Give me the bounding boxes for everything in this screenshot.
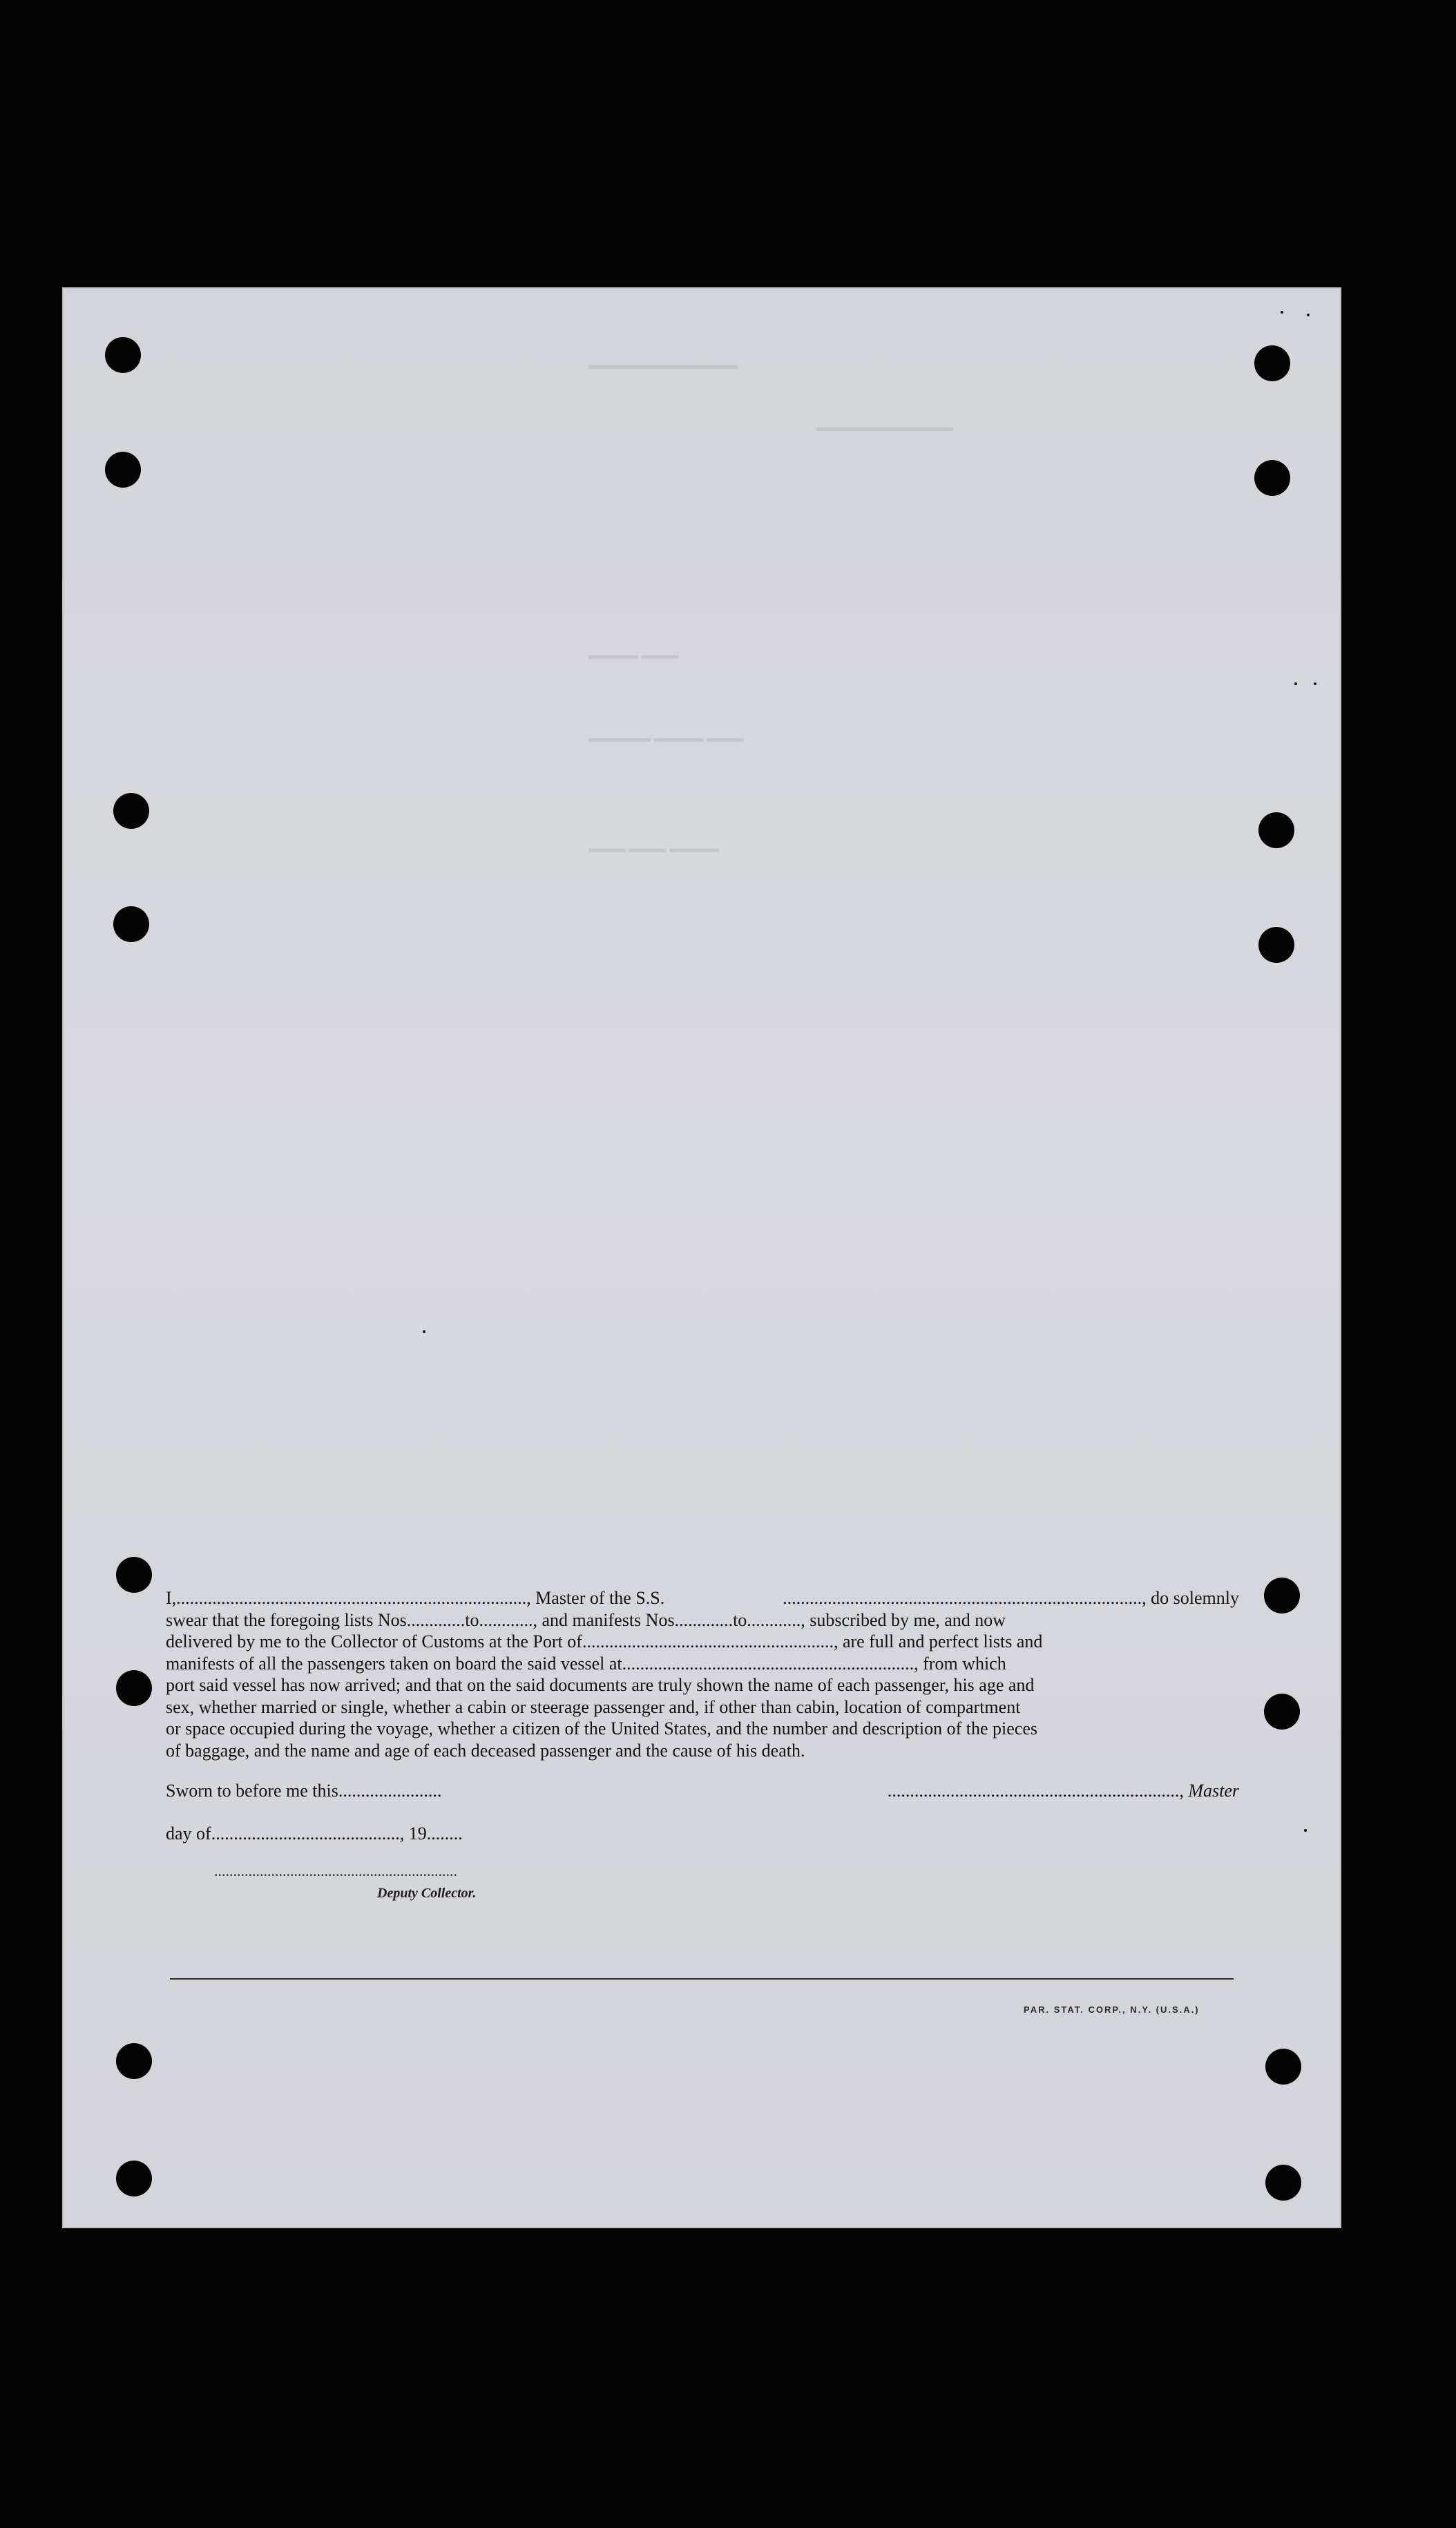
speck [1281, 311, 1283, 314]
oath-text: manifests of all the passengers taken on board the said vessel at................................................................., from which [166, 1653, 1006, 1674]
printer-imprint: PAR. STAT. CORP., N.Y. (U.S.A.) [1024, 2004, 1200, 2015]
oath-line [166, 1696, 1239, 1718]
punch-hole [1254, 345, 1290, 381]
punch-hole [1254, 460, 1290, 496]
punch-hole [116, 1557, 152, 1593]
oath-line [166, 1674, 1239, 1696]
master-oath [166, 1587, 1239, 1761]
punch-hole [116, 2161, 152, 2196]
bleed-through-mark: ▬▬▬▬▬▬▬▬▬▬▬▬ [588, 358, 738, 372]
punch-hole [1264, 1578, 1300, 1613]
speck [1294, 682, 1297, 685]
bleed-through-mark: ▬▬▬ ▬▬▬ ▬▬▬▬ [588, 841, 719, 855]
bleed-through-mark: ▬▬▬▬ ▬▬▬ [588, 648, 679, 662]
oath-text: or space occupied during the voyage, whether a citizen of the United States, and the number and description of the pieces [166, 1718, 1038, 1739]
master-label: Master [1188, 1781, 1239, 1801]
oath-line [166, 1631, 1239, 1653]
oath-line [166, 1740, 1239, 1762]
deputy-signature-dots: ................................................................ [214, 1862, 457, 1879]
speck [423, 1330, 425, 1333]
bleed-through-mark: ▬▬▬▬▬ ▬▬▬▬ ▬▬▬ [588, 731, 744, 745]
oath-line [166, 1718, 1239, 1740]
punch-hole [105, 337, 141, 373]
oath-text: swear that the foregoing lists Nos.............to............, and manifests Nos.............to............, subscribed by me, and now [166, 1609, 1006, 1630]
signature-dots: ................................................................., [887, 1781, 1184, 1801]
punch-hole [116, 2043, 152, 2079]
speck [1314, 682, 1316, 685]
punch-hole [113, 793, 149, 829]
sworn-before-me: Sworn to before me this....................... [166, 1781, 442, 1801]
oath-text: ................................................................................, do solemnly [783, 1588, 1239, 1608]
divider-rule [170, 1978, 1234, 1980]
punch-hole [1258, 927, 1294, 963]
punch-hole [1264, 1694, 1300, 1730]
oath-text: sex, whether married or single, whether a cabin or steerage passenger and, if other than cabin, location of compartment [166, 1696, 1021, 1717]
master-signature-line [888, 1781, 1239, 1801]
oath-text: I,.............................................................................., Master of the S.S. [166, 1588, 665, 1608]
oath-text: delivered by me to the Collector of Customs at the Port of........................................................, are full and perfect lists and [166, 1631, 1043, 1651]
oath-line [166, 1609, 1239, 1631]
deputy-collector-label: Deputy Collector. [377, 1886, 477, 1901]
document-sheet [64, 289, 1340, 2227]
punch-hole [105, 452, 141, 488]
bleed-through-mark: ▬▬▬▬▬▬▬▬▬▬▬ [816, 420, 953, 434]
punch-hole [1265, 2165, 1301, 2201]
oath-text: port said vessel has now arrived; and that on the said documents are truly shown the name of each passenger, his age and [166, 1675, 1035, 1695]
oath-line [166, 1587, 1239, 1609]
oath-text: of baggage, and the name and age of each deceased passenger and the cause of his death. [166, 1740, 805, 1761]
punch-hole [1258, 812, 1294, 848]
punch-hole [116, 1670, 152, 1706]
speck [1307, 314, 1310, 316]
speck [1304, 1829, 1307, 1832]
punch-hole [113, 906, 149, 942]
day-of-line: day of.........................................., 19........ [166, 1823, 463, 1844]
punch-hole [1265, 2049, 1301, 2085]
oath-line [166, 1653, 1239, 1675]
